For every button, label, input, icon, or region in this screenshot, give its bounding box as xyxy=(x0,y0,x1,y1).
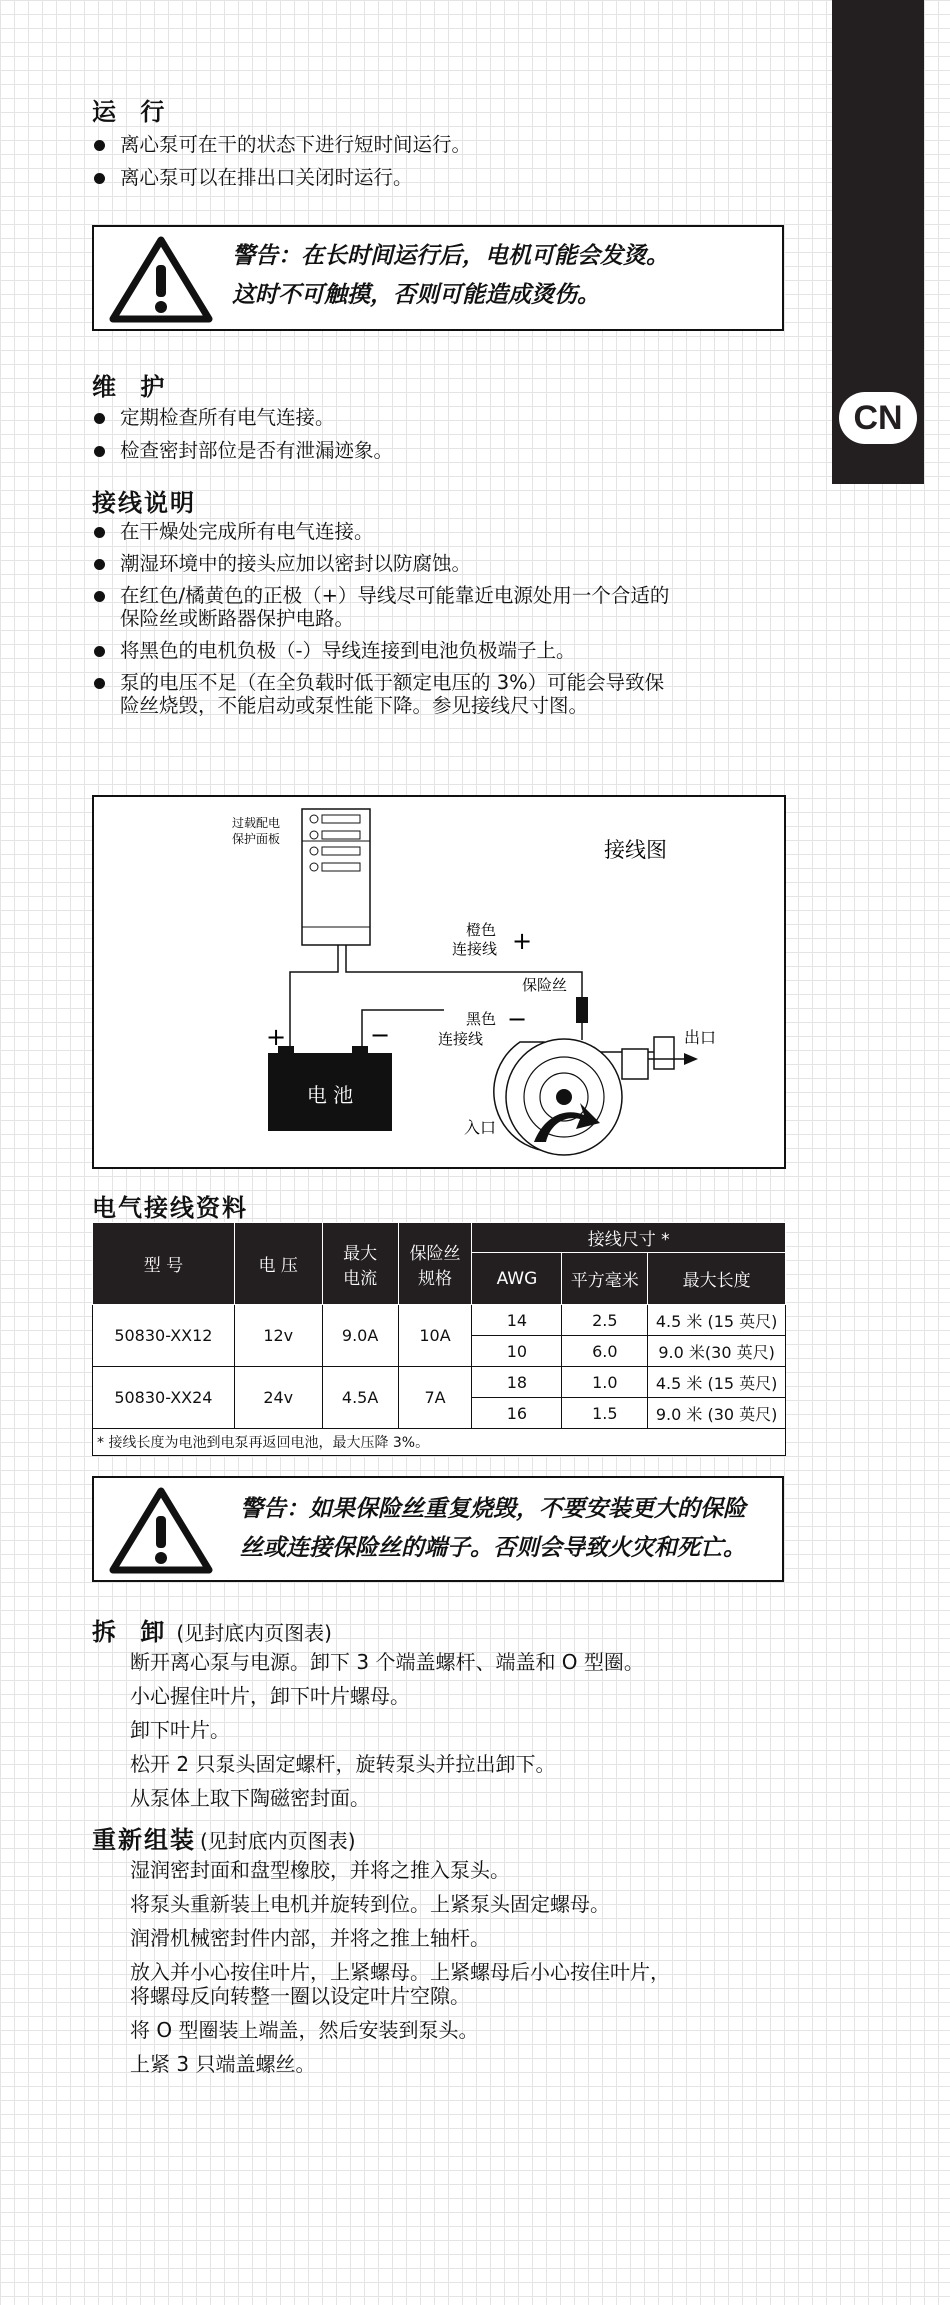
pump-icon xyxy=(494,1037,698,1155)
fuse-label: 保险丝 xyxy=(522,976,568,994)
cell-model: 50830-XX24 xyxy=(93,1367,235,1429)
warning-line: 警告：如果保险丝重复烧毁，不要安装更大的保险 xyxy=(240,1496,746,1522)
table-row xyxy=(93,1305,786,1336)
diagram-title: 接线图 xyxy=(604,838,667,862)
battery-plus-sign: + xyxy=(266,1023,287,1051)
cell-length: 9.0 米 (30 英尺) xyxy=(648,1398,786,1429)
header-model: 型 号 xyxy=(93,1223,235,1305)
warning-triangle-icon xyxy=(108,1486,214,1574)
wiring-list xyxy=(92,520,792,726)
header-max-current: 最大 电流 xyxy=(322,1223,398,1305)
protection-panel xyxy=(302,809,370,945)
list-item: 在干燥处完成所有电气连接。 xyxy=(92,520,792,543)
header-max-length: 最大长度 xyxy=(648,1253,786,1305)
cell-model: 50830-XX12 xyxy=(93,1305,235,1367)
maintenance-list xyxy=(92,406,792,472)
list-item: 离心泵可以在排出口关闭时运行。 xyxy=(92,166,792,189)
outlet-label: 出口 xyxy=(684,1028,717,1047)
cell-mm2: 1.5 xyxy=(562,1398,648,1429)
list-item: 湿润密封面和盘型橡胶，并将之推入泵头。 xyxy=(130,1858,510,1882)
reassembly-note: (见封底内页图表) xyxy=(200,1829,356,1853)
cell-awg: 18 xyxy=(472,1367,562,1398)
list-item: 松开 2 只泵头固定螺杆，旋转泵头并拉出卸下。 xyxy=(130,1752,556,1776)
panel-label-line: 保护面板 xyxy=(232,832,281,846)
black-wire-label-line: 连接线 xyxy=(438,1030,484,1048)
cell-voltage: 24v xyxy=(234,1367,322,1429)
plus-sign: + xyxy=(512,927,533,955)
warning-triangle-icon xyxy=(108,235,214,323)
minus-sign: − xyxy=(507,1005,528,1033)
list-item: 润滑机械密封件内部，并将之推上轴杆。 xyxy=(130,1926,490,1950)
warning-box-heat xyxy=(92,225,784,331)
header-wire-size: 接线尺寸 * xyxy=(472,1223,786,1253)
warning-box-fuse xyxy=(92,1476,784,1582)
reassembly-steps xyxy=(130,1858,670,2086)
list-item: 检查密封部位是否有泄漏迹象。 xyxy=(92,439,792,462)
wires xyxy=(290,945,582,1053)
cell-length: 4.5 米 (15 英尺) xyxy=(648,1367,786,1398)
header-fuse: 保险丝 规格 xyxy=(398,1223,472,1305)
table-row xyxy=(93,1367,786,1398)
cell-mm2: 1.0 xyxy=(562,1367,648,1398)
cell-voltage: 12v xyxy=(234,1305,322,1367)
disassembly-title: 拆 卸 (见封底内页图表) xyxy=(92,1618,332,1646)
language-badge: CN xyxy=(839,392,917,444)
language-tab xyxy=(832,0,924,484)
cell-mm2: 2.5 xyxy=(562,1305,648,1336)
cell-fuse: 7A xyxy=(398,1367,472,1429)
battery-minus-sign: − xyxy=(370,1021,391,1049)
list-item: 断开离心泵与电源。卸下 3 个端盖螺杆、端盖和 O 型圈。 xyxy=(130,1650,644,1674)
list-item: 定期检查所有电气连接。 xyxy=(92,406,792,429)
warning-text xyxy=(232,237,772,315)
fuse-icon xyxy=(576,997,588,1023)
table-footnote-row xyxy=(93,1429,786,1456)
cell-mm2: 6.0 xyxy=(562,1336,648,1367)
list-item: 将黑色的电机负极（-）导线连接到电池负极端子上。 xyxy=(92,639,792,662)
warning-line: 丝或连接保险丝的端子。否则会导致火灾和死亡。 xyxy=(240,1535,746,1561)
list-item: 离心泵可在干的状态下进行短时间运行。 xyxy=(92,133,792,156)
panel-label-line: 过载配电 xyxy=(232,816,281,830)
black-wire-label-line: 黑色 xyxy=(466,1010,497,1028)
warning-line: 警告：在长时间运行后，电机可能会发烫。 xyxy=(232,243,669,269)
battery-label: 电 池 xyxy=(306,1083,354,1107)
maintenance-title: 维 护 xyxy=(92,373,173,401)
cell-awg: 10 xyxy=(472,1336,562,1367)
list-item: 将泵头重新装上电机并旋转到位。上紧泵头固定螺母。 xyxy=(130,1892,610,1916)
inlet-label: 入口 xyxy=(464,1118,497,1137)
list-item: 潮湿环境中的接头应加以密封以防腐蚀。 xyxy=(92,552,792,575)
wiring-diagram xyxy=(92,795,786,1169)
electrical-data-table xyxy=(92,1222,786,1456)
cell-current: 4.5A xyxy=(322,1367,398,1429)
cell-length: 4.5 米 (15 英尺) xyxy=(648,1305,786,1336)
wiring-diagram-drawing xyxy=(94,797,784,1167)
list-item: 从泵体上取下陶磁密封面。 xyxy=(130,1786,370,1810)
list-item: 泵的电压不足（在全负载时低于额定电压的 3%）可能会导致保 险丝烧毁，不能启动或泵性能下降。参见接线尺寸图。 xyxy=(92,671,792,717)
list-item: 上紧 3 只端盖螺丝。 xyxy=(130,2052,316,2076)
header-mm2: 平方毫米 xyxy=(562,1253,648,1305)
cell-awg: 16 xyxy=(472,1398,562,1429)
header-voltage: 电 压 xyxy=(234,1223,322,1305)
electrical-data-title: 电气接线资料 xyxy=(92,1194,248,1222)
cell-fuse: 10A xyxy=(398,1305,472,1367)
list-item: 放入并小心按住叶片，上紧螺母。上紧螺母后小心按住叶片， 将螺母反向转整一圈以设定叶片空隙。 xyxy=(130,1960,670,2008)
orange-wire-label-line: 橙色 xyxy=(466,921,497,939)
list-item: 在红色/橘黄色的正极（+）导线尽可能靠近电源处用一个合适的 保险丝或断路器保护电路。 xyxy=(92,584,792,630)
warning-line: 这时不可触摸，否则可能造成烫伤。 xyxy=(232,282,600,308)
reassembly-title: 重新组装 (见封底内页图表) xyxy=(92,1826,356,1854)
orange-wire-label-line: 连接线 xyxy=(452,940,498,958)
cell-awg: 14 xyxy=(472,1305,562,1336)
list-item: 小心握住叶片，卸下叶片螺母。 xyxy=(130,1684,410,1708)
operation-list xyxy=(92,133,792,199)
operation-title: 运 行 xyxy=(92,98,173,126)
list-item: 卸下叶片。 xyxy=(130,1718,230,1742)
disassembly-steps xyxy=(130,1650,644,1820)
cell-current: 9.0A xyxy=(322,1305,398,1367)
header-awg: AWG xyxy=(472,1253,562,1305)
list-item: 将 O 型圈装上端盖，然后安装到泵头。 xyxy=(130,2018,479,2042)
wiring-title: 接线说明 xyxy=(92,489,196,517)
cell-length: 9.0 米(30 英尺) xyxy=(648,1336,786,1367)
warning-text xyxy=(240,1490,772,1568)
table-footnote: * 接线长度为电池到电泵再返回电池，最大压降 3%。 xyxy=(93,1429,786,1456)
disassembly-note: (见封底内页图表) xyxy=(176,1621,332,1645)
